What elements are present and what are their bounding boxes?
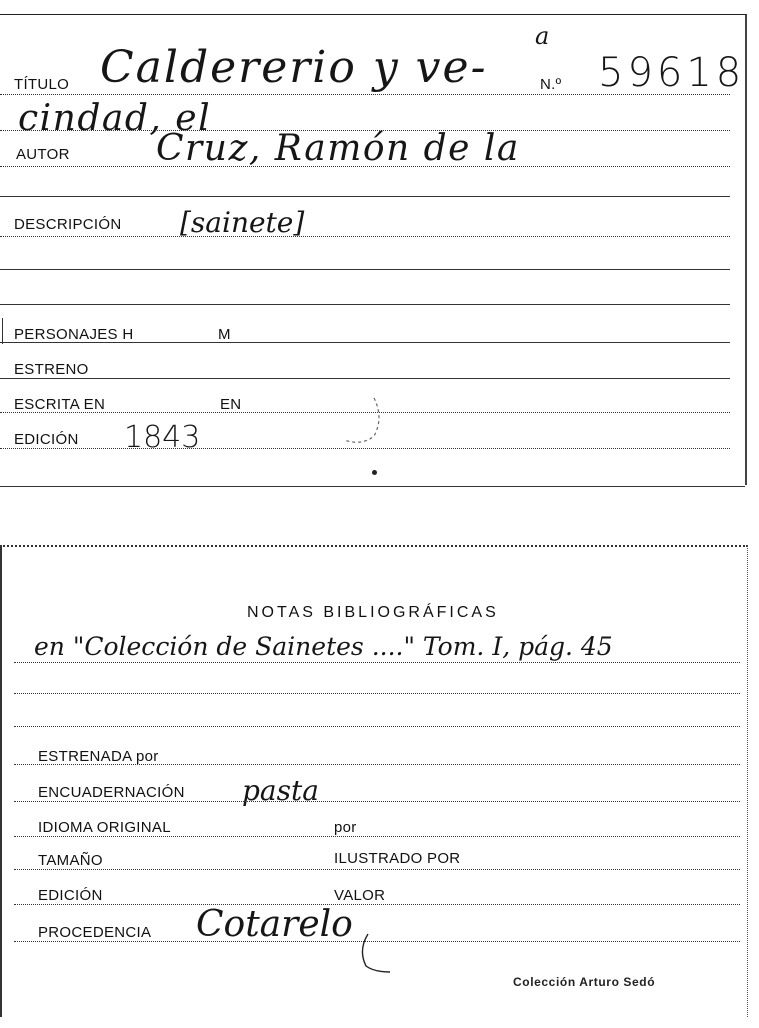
estrenada-rule bbox=[14, 764, 740, 765]
titulo-value-line2: cindad, el bbox=[18, 98, 212, 139]
notas-heading: NOTAS BIBLIOGRÁFICAS bbox=[247, 604, 499, 621]
titulo-label: TÍTULO bbox=[14, 76, 70, 93]
descripcion-label: DESCRIPCIÓN bbox=[14, 216, 122, 233]
notas-value: en "Colección de Sainetes ...." Tom. I, pág. 45 bbox=[34, 632, 613, 661]
descripcion-value: [sainete] bbox=[180, 206, 305, 239]
edicion-bottom-label: EDICIÓN bbox=[38, 887, 103, 904]
notas-rule-3 bbox=[14, 726, 740, 727]
titulo-rule bbox=[0, 94, 730, 95]
titulo-value-line1: Caldererio y ve- bbox=[100, 42, 488, 93]
personajes-h-label: PERSONAJES H bbox=[14, 326, 134, 343]
autor-value: Cruz, Ramón de la bbox=[156, 128, 520, 169]
numero-value: 59618 bbox=[598, 50, 746, 96]
encuadernacion-label: ENCUADERNACIÓN bbox=[38, 784, 185, 801]
estreno-label: ESTRENO bbox=[14, 361, 89, 378]
por-label: por bbox=[334, 819, 357, 836]
encuadernacion-rule bbox=[14, 801, 740, 802]
notas-rule-2 bbox=[14, 693, 740, 694]
notas-rule bbox=[14, 662, 740, 663]
punch-hole-mark bbox=[322, 390, 392, 450]
en-label: EN bbox=[220, 396, 242, 413]
personajes-rule bbox=[0, 342, 730, 343]
procedencia-value: Cotarelo bbox=[196, 904, 353, 945]
numero-label: N.º bbox=[540, 76, 562, 93]
autor-rule bbox=[0, 166, 730, 167]
edicion-bottom-rule bbox=[14, 904, 740, 905]
tamano-label: TAMAÑO bbox=[38, 852, 103, 869]
autor-rule-2 bbox=[0, 196, 730, 197]
handwritten-stroke bbox=[354, 930, 398, 976]
autor-label: AUTOR bbox=[16, 146, 70, 163]
numero-superscript: a bbox=[535, 22, 550, 50]
descripcion-rule bbox=[0, 236, 730, 237]
idioma-rule bbox=[14, 836, 740, 837]
estrenada-label: ESTRENADA por bbox=[38, 748, 159, 765]
edicion-label: EDICIÓN bbox=[14, 431, 79, 448]
collection-footer: Colección Arturo Sedó bbox=[513, 975, 656, 989]
edicion-value: 1843 bbox=[124, 420, 201, 455]
margin-tick bbox=[2, 318, 3, 344]
tamano-rule bbox=[14, 869, 740, 870]
estreno-rule bbox=[0, 378, 730, 379]
idioma-label: IDIOMA ORIGINAL bbox=[38, 819, 171, 836]
escrita-en-label: ESCRITA EN bbox=[14, 396, 106, 413]
valor-label: VALOR bbox=[334, 887, 386, 904]
descripcion-rule-2 bbox=[0, 269, 730, 270]
personajes-m-label: M bbox=[218, 326, 231, 343]
encuadernacion-value: pasta bbox=[242, 774, 319, 807]
top-card-bottom-edge bbox=[0, 486, 745, 487]
ink-dot bbox=[372, 470, 377, 475]
ilustrado-label: ILUSTRADO POR bbox=[334, 850, 461, 867]
procedencia-label: PROCEDENCIA bbox=[38, 924, 152, 941]
descripcion-rule-3 bbox=[0, 304, 730, 305]
